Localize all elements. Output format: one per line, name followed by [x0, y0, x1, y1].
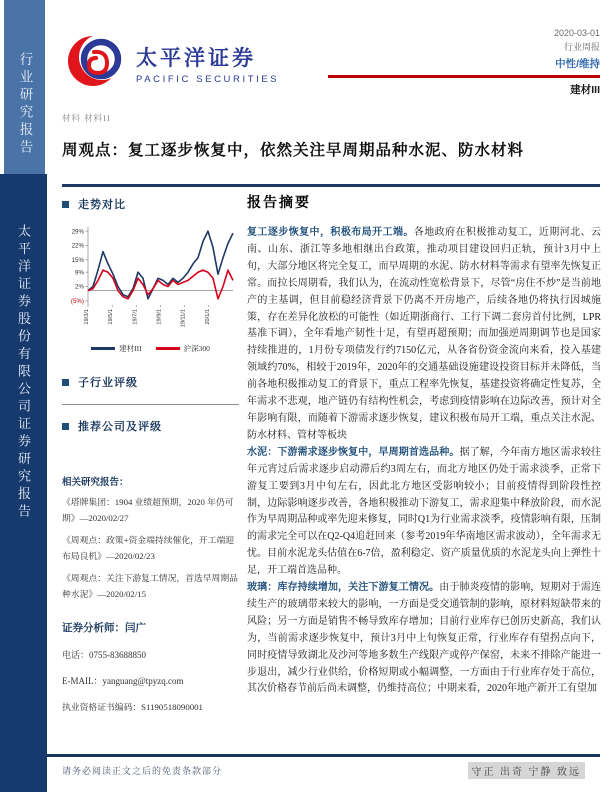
- legend-label: 沪深300: [183, 344, 210, 353]
- trend-chart-svg: [62, 222, 239, 334]
- breadcrumb: 材料 材料II: [62, 113, 111, 123]
- related-reports-heading: 相关研究报告：: [62, 478, 129, 488]
- legend-label: 建材III: [119, 344, 142, 353]
- brand-logo: [68, 26, 279, 101]
- paragraph-lead: 水泥：下游需求逐步恢复中，早周期首选品种。: [247, 446, 460, 458]
- pacific-securities-logo-icon: [68, 26, 126, 101]
- left-column-divider: [62, 404, 239, 405]
- summary-paragraph: [247, 445, 601, 580]
- legend-item: [91, 343, 142, 354]
- related-report-item[interactable]: 《塔牌集团：1904 业绩超预期，2020 年仍可期》—2020/02/27: [62, 497, 234, 523]
- square-bullet-icon: [62, 201, 69, 208]
- legend-item: [156, 343, 210, 354]
- brand-name-cn: 太平洋证券: [136, 47, 256, 70]
- trend-heading-label: 走势对比: [78, 199, 126, 211]
- legend-line-swatch: [156, 347, 180, 350]
- brand-name-en: PACIFIC SECURITIES: [136, 74, 280, 85]
- square-bullet-icon: [62, 379, 69, 386]
- analyst-email[interactable]: E-MAIL：yanguang@tpyzq.com: [62, 676, 184, 686]
- related-report-item[interactable]: 《周观点：关注下游复工情况，首选早周期品种水泥》—2020/02/15: [62, 573, 238, 599]
- svg-text:19/5/1: 19/5/1: [108, 309, 115, 325]
- recommend-heading-label: 推荐公司及评级: [78, 421, 162, 433]
- industry-label: 建材III: [570, 84, 600, 96]
- report-type: 行业周报: [563, 42, 600, 52]
- trend-chart: [62, 222, 239, 354]
- trend-chart-legend: [62, 343, 239, 354]
- svg-text:19/3/1: 19/3/1: [84, 309, 90, 325]
- summary-heading: 报告摘要: [247, 196, 311, 211]
- svg-text:22%: 22%: [71, 242, 84, 250]
- title-divider: [62, 184, 600, 187]
- paragraph-body: 由于肺炎疫情的影响，短期对于需连续生产的玻璃带来较大的影响，一方面是受交通管制的影响，原材料短缺带来的风险；另一方面是销售不畅导致库存增加；目前行业库存已创历史新高，我们认为，当前需求逐步恢复中，预计3月中上旬恢复正常，行业库存有望拐点向下，同时疫情导致湖北及沙河等地多数生产线限产或停产保窑，未来不排除产能进一步退出，减少行业供给，价格短期或小幅调整，一方面由于行业库存处于高位，其次价格春节前后尚未调整，仍维持高位；中期来看，2020年地产新开工有望加: [247, 582, 602, 695]
- paragraph-body: 各地政府在积极推动复工，近期河北、云南、山东、浙江等多地相继出台政策，推动项目建设回归正轨，预计3月中上旬，大部分地区将完全复工，而早周期的水泥、防水材料等需求有望率先恢复正常。而拉长周期看，我们认为，在流动性宽松背景下，尽管“房住不炒”是当前地产的主基调，但目前稳经济背景下仍离不开房地产，后续各地仍将执行因城施策，存在差异化放松的可能性（如近期浙商行、工行下调二套房首付比例，LPR基准下调），全年看地产韧性十足，有望再超预期；而加强逆周期调节也是国家持续推进的，1月份专项债发行约7150亿元，从各省份资金流向来看，投入基建领域约70%，相较于2019年，2020年的交通基础设施建设投资目标并未降低，当前各地积极推动复工的背景下，重点工程率先恢复，基建投资将确定性复苏，全年需求不悲观，地产链仍有结构性机会，考虑到疫情影响在边际改善，预计对全年影响有限，而随着下游需求逐步恢复，建议积极布局开工端，重点关注水泥、防水材料、管材等板块: [247, 227, 602, 441]
- analyst-license: 执业资格证书编码：S1190518090001: [62, 702, 203, 712]
- subrating-heading-label: 子行业评级: [78, 377, 138, 389]
- svg-text:19/7/1: 19/7/1: [132, 309, 139, 325]
- svg-text:19/9/1: 19/9/1: [156, 309, 163, 325]
- svg-text:9%: 9%: [75, 269, 84, 277]
- header-meta: [328, 26, 600, 97]
- footer-divider: [47, 754, 600, 757]
- svg-text:(5%): (5%): [70, 298, 84, 306]
- paragraph-lead: 复工逐步恢复中，积极布局开工端。: [247, 227, 414, 238]
- summary-paragraph: [247, 225, 601, 445]
- legend-line-swatch: [91, 347, 115, 350]
- analyst-heading: 证券分析师：闫广: [62, 623, 146, 634]
- svg-text:19/11/1: 19/11/1: [180, 309, 187, 328]
- svg-text:2%: 2%: [75, 283, 84, 291]
- recommend-section-heading: [62, 418, 239, 434]
- paragraph-body: 据了解，今年南方地区需求较往年元宵过后需求逐步启动滞后约3周左右，而北方地区仍处于需求淡季，正常下游复工要到3月中旬左右，因此北方地区受影响较小；目前疫情得到阶段性控制，边际影响逐步改善，各地积极推动下游复工，需求迎集中释放阶段，而水泥作为早周期品种或率先迎来修复，同时Q1为行业需求淡季，疫情影响有限，压制的需求完全可以在Q2-Q4追赶回来（参考2019年华南地区需求波动），全年需求无忧。目前水泥龙头估值在6-7倍，盈利稳定、资产质量优质的水泥龙头向上弹性十足，开工端首选品种。: [247, 446, 602, 577]
- left-column: [62, 196, 239, 713]
- paragraph-lead: 玻璃：库存持续增加，关注下游复工情况。: [247, 582, 440, 594]
- rating-underline: [328, 75, 600, 78]
- analyst-phone: 电话：0755-83688850: [62, 650, 146, 660]
- sidebar-top-label: 行业研究报告: [17, 52, 33, 157]
- sidebar-top-band: [4, 0, 45, 174]
- summary-paragraph: [247, 580, 601, 698]
- svg-text:20/1/1: 20/1/1: [204, 309, 211, 325]
- page-title: 周观点：复工逐步恢复中，依然关注早周期品种水泥、防水材料: [62, 142, 525, 159]
- related-report-item[interactable]: 《周观点：政策+资金端持续催化，开工端迎布局良机》—2020/02/23: [62, 535, 235, 561]
- report-date: 2020-03-01: [553, 28, 600, 38]
- trend-section-heading: [62, 196, 239, 212]
- summary-column: [247, 192, 601, 698]
- footer-disclaimer: 请务必阅读正文之后的免责条款部分: [62, 766, 223, 776]
- footer-motto: 守正 出奇 宁静 致远: [468, 762, 586, 779]
- svg-text:15%: 15%: [71, 257, 84, 265]
- sidebar-bottom-band: [0, 174, 47, 792]
- brand-text: [136, 42, 279, 85]
- square-bullet-icon: [62, 423, 69, 430]
- svg-text:29%: 29%: [71, 228, 84, 236]
- subrating-section-heading: [62, 374, 239, 390]
- rating-label: 中性/维持: [555, 58, 600, 70]
- sidebar-bottom-label: 太平洋证券股份有限公司证券研究报告: [16, 224, 31, 522]
